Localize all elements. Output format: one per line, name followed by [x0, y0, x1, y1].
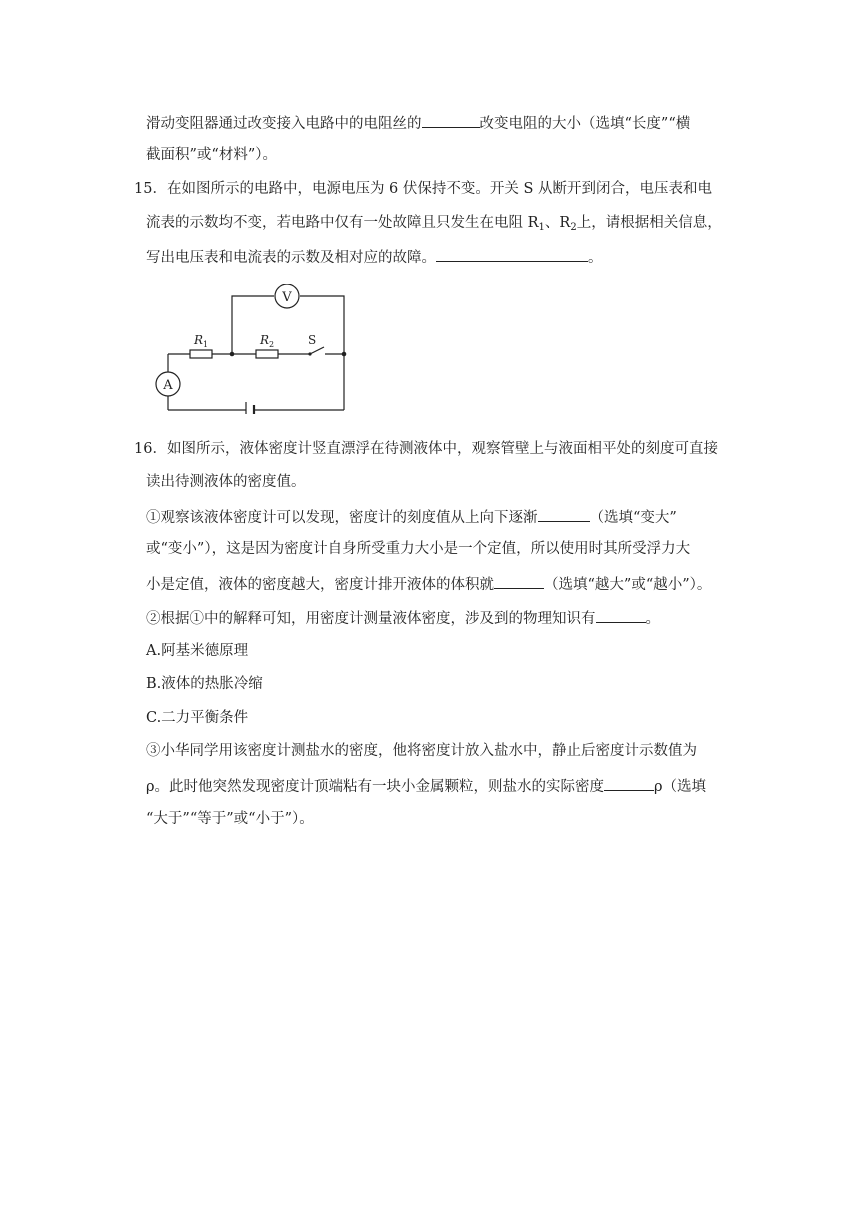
line-text: B.液体的热胀冷缩 [146, 676, 263, 692]
r2-label: R [260, 333, 270, 347]
question-16-line-5 [146, 573, 711, 595]
line-text: 上，请根据相关信息， [576, 215, 722, 231]
line-text: ②根据①中的解释可知，用密度计测量液体密度，涉及到的物理知识有 [146, 611, 596, 627]
subscript: 2 [570, 222, 577, 233]
wire [300, 296, 344, 354]
line-text: 流表的示数均不变，若电路中仅有一处故障且只发生在电阻 R [146, 215, 539, 231]
question-16-line-9 [146, 809, 314, 829]
r1-subscript: 1 [203, 340, 209, 349]
line-text: 15．在如图所示的电路中，电源电压为 6 伏保持不变。开关 S 从断开到闭合，电压表和电 [134, 181, 713, 197]
text-line-1 [146, 112, 690, 134]
question-16-line-3 [146, 506, 677, 528]
line-text: ①观察该液体密度计可以发现，密度计的刻度值从上向下逐渐 [146, 510, 538, 526]
answer-blank[interactable] [436, 246, 588, 262]
junction-dot [230, 352, 235, 357]
resistor-r1 [190, 350, 212, 358]
switch-contact [308, 352, 311, 355]
question-16-line-2 [146, 472, 306, 492]
option-a [146, 641, 248, 661]
question-15-line-1 [134, 179, 712, 199]
line-text: 。 [645, 611, 660, 627]
answer-blank[interactable] [538, 506, 590, 522]
ammeter-label: A [163, 378, 173, 393]
resistor-r2 [256, 350, 278, 358]
option-c [146, 708, 248, 728]
junction-dot [342, 352, 347, 357]
line-text: 。 [588, 250, 603, 266]
line-text: （选填“变大” [589, 510, 677, 526]
question-16-line-8 [146, 775, 706, 797]
line-text: 读出待测液体的密度值。 [146, 474, 306, 490]
question-16-line-4 [146, 539, 690, 559]
question-16-line-7 [146, 741, 697, 761]
text-line-2 [146, 145, 277, 165]
line-text: ρ（选填 [654, 779, 707, 795]
switch-lever [310, 347, 324, 354]
question-15-line-3 [146, 246, 603, 268]
circuit-diagram [146, 284, 356, 414]
line-text: 写出电压表和电流表的示数及相对应的故障。 [146, 250, 436, 266]
answer-blank[interactable] [604, 775, 654, 791]
line-text: ρ。此时他突然发现密度计顶端粘有一块小金属颗粒，则盐水的实际密度 [146, 779, 605, 795]
answer-blank[interactable] [596, 607, 646, 623]
voltmeter-label: V [282, 290, 292, 305]
answer-blank[interactable] [422, 112, 480, 128]
question-15-line-2 [146, 213, 722, 238]
answer-blank[interactable] [494, 573, 544, 589]
line-text: ③小华同学用该密度计测盐水的密度，他将密度计放入盐水中，静止后密度计示数值为 [146, 743, 697, 759]
line-text: 改变电阻的大小（选填“长度”“横 [479, 116, 691, 132]
r1-label: R [194, 333, 204, 347]
option-b [146, 674, 263, 694]
subscript: 1 [538, 222, 545, 233]
line-text: C.二力平衡条件 [146, 710, 249, 726]
line-text: （选填“越大”或“越小”）。 [544, 577, 712, 593]
question-16-line-1 [134, 439, 718, 459]
line-text: “大于”“等于”或“小于”）。 [146, 811, 314, 827]
line-text: 或“变小”），这是因为密度计自身所受重力大小是一个定值，所以使用时其所受浮力大 [146, 541, 691, 557]
line-text: 小是定值，液体的密度越大，密度计排开液体的体积就 [146, 577, 494, 593]
line-text: 滑动变阻器通过改变接入电路中的电阻丝的 [146, 116, 422, 132]
switch-label: S [308, 333, 317, 347]
question-16-line-6 [146, 607, 660, 629]
line-text: A.阿基米德原理 [146, 643, 249, 659]
line-text: 、R [544, 215, 571, 231]
line-text: 截面积”或“材料”）。 [146, 147, 277, 163]
r2-subscript: 2 [269, 340, 275, 349]
line-text: 16．如图所示，液体密度计竖直漂浮在待测液体中，观察管壁上与液面相平处的刻度可直接 [134, 441, 718, 457]
